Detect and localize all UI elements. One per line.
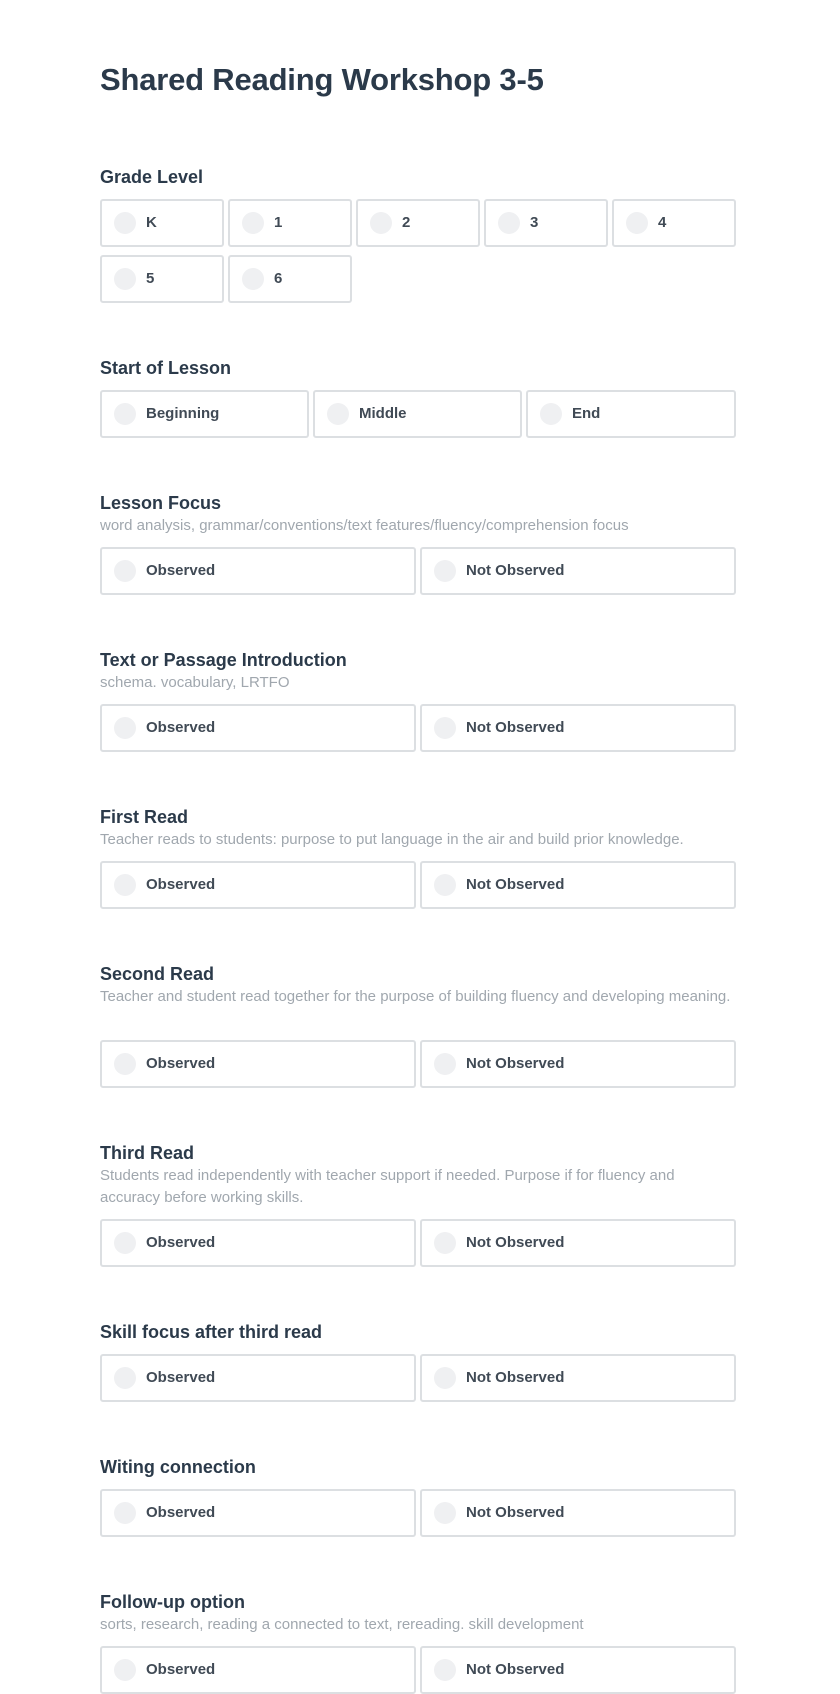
option-observed[interactable]	[100, 861, 416, 909]
option-label: End	[572, 405, 601, 422]
page-title: Shared Reading Workshop 3-5	[100, 62, 544, 97]
option-observed[interactable]	[100, 1646, 416, 1694]
radio-circle-icon	[540, 403, 562, 425]
section-start-of-lesson	[100, 356, 736, 422]
option-label: 6	[274, 270, 283, 287]
option-label: Observed	[146, 1661, 216, 1678]
option-grade-4[interactable]	[612, 199, 736, 247]
section-first-read	[100, 805, 736, 893]
section-description: word analysis, grammar/conventions/text features/fluency/comprehension focus	[100, 517, 629, 534]
option-middle[interactable]	[313, 390, 522, 438]
radio-circle-icon	[370, 212, 392, 234]
option-not-observed[interactable]	[420, 1489, 736, 1537]
section-title: Follow-up option	[100, 1592, 245, 1612]
section-title: Witing connection	[100, 1457, 256, 1477]
section-skill-focus	[100, 1320, 736, 1386]
radio-circle-icon	[626, 212, 648, 234]
option-label: Observed	[146, 1369, 216, 1386]
radio-circle-icon	[434, 1659, 456, 1681]
option-not-observed[interactable]	[420, 1219, 736, 1267]
option-not-observed[interactable]	[420, 704, 736, 752]
option-label: 3	[530, 214, 539, 231]
option-label: Not Observed	[466, 1504, 565, 1521]
option-not-observed[interactable]	[420, 1646, 736, 1694]
section-title: Second Read	[100, 964, 215, 984]
section-text-passage-introduction	[100, 648, 736, 736]
option-not-observed[interactable]	[420, 1040, 736, 1088]
section-second-read	[100, 962, 736, 1072]
option-label: Observed	[146, 1234, 216, 1251]
option-grade-k[interactable]	[100, 199, 224, 247]
option-grade-6[interactable]	[228, 255, 352, 303]
radio-circle-icon	[114, 212, 136, 234]
section-description: Students read independently with teacher support if needed. Purpose if for fluency and accuracy before working skills.	[100, 1167, 675, 1206]
option-label: Beginning	[146, 405, 220, 422]
option-label: 1	[274, 214, 283, 231]
option-end[interactable]	[526, 390, 736, 438]
section-title: Skill focus after third read	[100, 1322, 323, 1342]
radio-circle-icon	[114, 268, 136, 290]
option-label: Observed	[146, 1504, 216, 1521]
section-description: Teacher reads to students: purpose to put language in the air and build prior knowledge.	[100, 831, 684, 848]
option-beginning[interactable]	[100, 390, 309, 438]
option-label: Not Observed	[466, 876, 565, 893]
option-label: Middle	[359, 405, 407, 422]
radio-circle-icon	[114, 1053, 136, 1075]
option-label: 2	[402, 214, 411, 231]
section-description: Teacher and student read together for the purpose of building fluency and developing meaning.	[100, 988, 731, 1005]
option-label: Not Observed	[466, 719, 565, 736]
option-observed[interactable]	[100, 704, 416, 752]
section-title: Third Read	[100, 1143, 195, 1163]
section-follow-up-option	[100, 1590, 736, 1678]
option-grade-1[interactable]	[228, 199, 352, 247]
option-label: 5	[146, 270, 155, 287]
option-grade-5[interactable]	[100, 255, 224, 303]
option-not-observed[interactable]	[420, 861, 736, 909]
option-label: Not Observed	[466, 1369, 565, 1386]
radio-circle-icon	[114, 717, 136, 739]
section-title: First Read	[100, 807, 189, 827]
radio-circle-icon	[434, 560, 456, 582]
radio-circle-icon	[434, 717, 456, 739]
option-label: Not Observed	[466, 1234, 565, 1251]
radio-circle-icon	[242, 268, 264, 290]
option-observed[interactable]	[100, 1354, 416, 1402]
option-label: Observed	[146, 719, 216, 736]
section-third-read	[100, 1141, 736, 1251]
option-label: Not Observed	[466, 1661, 565, 1678]
option-label: Observed	[146, 562, 216, 579]
option-label: 4	[658, 214, 667, 231]
radio-circle-icon	[114, 1232, 136, 1254]
section-description: sorts, research, reading a connected to text, rereading. skill development	[100, 1616, 584, 1633]
option-label: K	[146, 214, 157, 231]
option-label: Not Observed	[466, 562, 565, 579]
section-title: Lesson Focus	[100, 493, 222, 513]
radio-circle-icon	[434, 1232, 456, 1254]
section-writing-connection	[100, 1455, 736, 1521]
option-not-observed[interactable]	[420, 547, 736, 595]
option-observed[interactable]	[100, 1489, 416, 1537]
section-grade-level	[100, 165, 736, 287]
radio-circle-icon	[498, 212, 520, 234]
radio-circle-icon	[434, 1053, 456, 1075]
radio-circle-icon	[114, 874, 136, 896]
radio-circle-icon	[327, 403, 349, 425]
option-observed[interactable]	[100, 1219, 416, 1267]
option-not-observed[interactable]	[420, 1354, 736, 1402]
radio-circle-icon	[114, 560, 136, 582]
radio-circle-icon	[242, 212, 264, 234]
option-grade-2[interactable]	[356, 199, 480, 247]
radio-circle-icon	[114, 1502, 136, 1524]
radio-circle-icon	[434, 1502, 456, 1524]
option-observed[interactable]	[100, 547, 416, 595]
option-observed[interactable]	[100, 1040, 416, 1088]
section-title: Grade Level	[100, 167, 204, 187]
radio-circle-icon	[114, 403, 136, 425]
radio-circle-icon	[114, 1659, 136, 1681]
radio-circle-icon	[114, 1367, 136, 1389]
section-title: Start of Lesson	[100, 358, 232, 378]
radio-circle-icon	[434, 1367, 456, 1389]
option-grade-3[interactable]	[484, 199, 608, 247]
option-label: Observed	[146, 1055, 216, 1072]
section-title: Text or Passage Introduction	[100, 650, 347, 670]
option-label: Observed	[146, 876, 216, 893]
option-label: Not Observed	[466, 1055, 565, 1072]
section-lesson-focus	[100, 491, 736, 579]
radio-circle-icon	[434, 874, 456, 896]
section-description: schema. vocabulary, LRTFO	[100, 674, 290, 691]
